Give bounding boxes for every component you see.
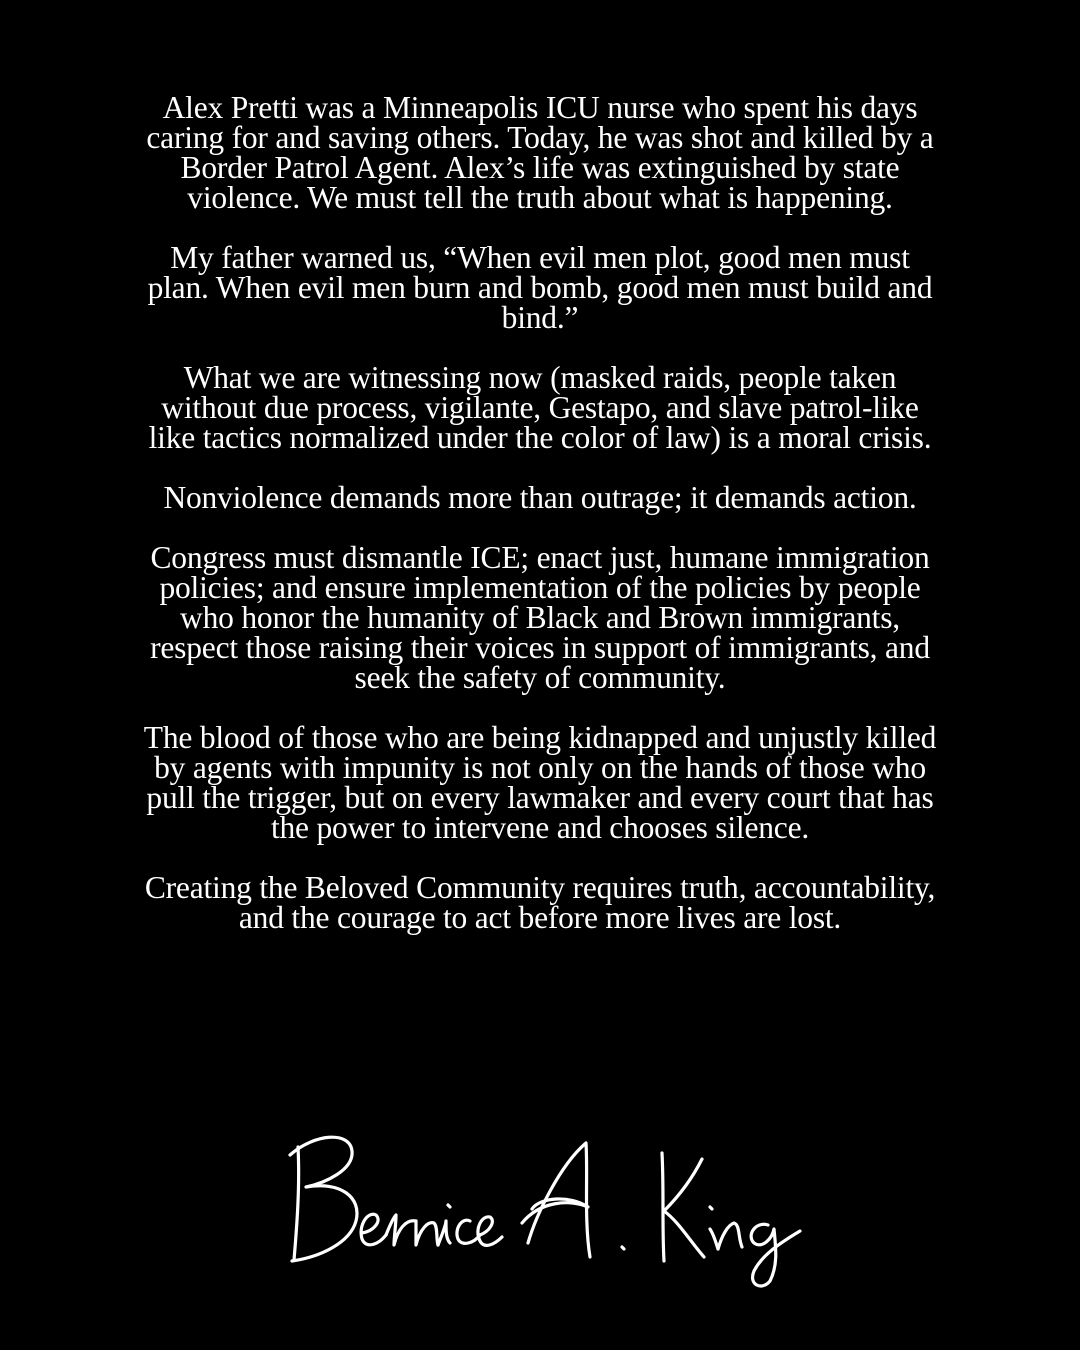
- handwritten-signature: [270, 1125, 830, 1290]
- paragraph-congress: Congress must dismantle ICE; enact just, humane immigration policies; and ensure implementation of the policies by people who honor the humanity of Black and Brown immigrants, respect those raising their voices in support of immigrants, and seek the safety of community.: [150, 540, 930, 695]
- paragraph-moral-crisis: What we are witnessing now (masked raids, people taken without due process, vigilante, Gestapo, and slave patrol-like like tactics normalized under the color of law) is a moral crisis.: [148, 360, 932, 455]
- paragraph-nonviolence: Nonviolence demands more than outrage; it demands action.: [163, 480, 917, 515]
- paragraph-father-quote: My father warned us, “When evil men plot, good men must plan. When evil men burn and bomb, good men must build and bind.”: [147, 240, 933, 335]
- paragraph-alex-pretti: Alex Pretti was a Minneapolis ICU nurse who spent his days caring for and saving others. Today, he was shot and killed by a Border Patrol Agent. Alex’s life was extinguished by state violence. We must tell the truth about what is happening.: [146, 90, 934, 215]
- statement-body: [140, 90, 940, 935]
- paragraph-blood: The blood of those who are being kidnapped and unjustly killed by agents with impunity is not only on the hands of those who pull the trigger, but on every lawmaker and every court that has the power to intervene and chooses silence.: [143, 720, 937, 845]
- paragraph-beloved-community: Creating the Beloved Community requires truth, accountability, and the courage to act before more lives are lost.: [144, 870, 936, 935]
